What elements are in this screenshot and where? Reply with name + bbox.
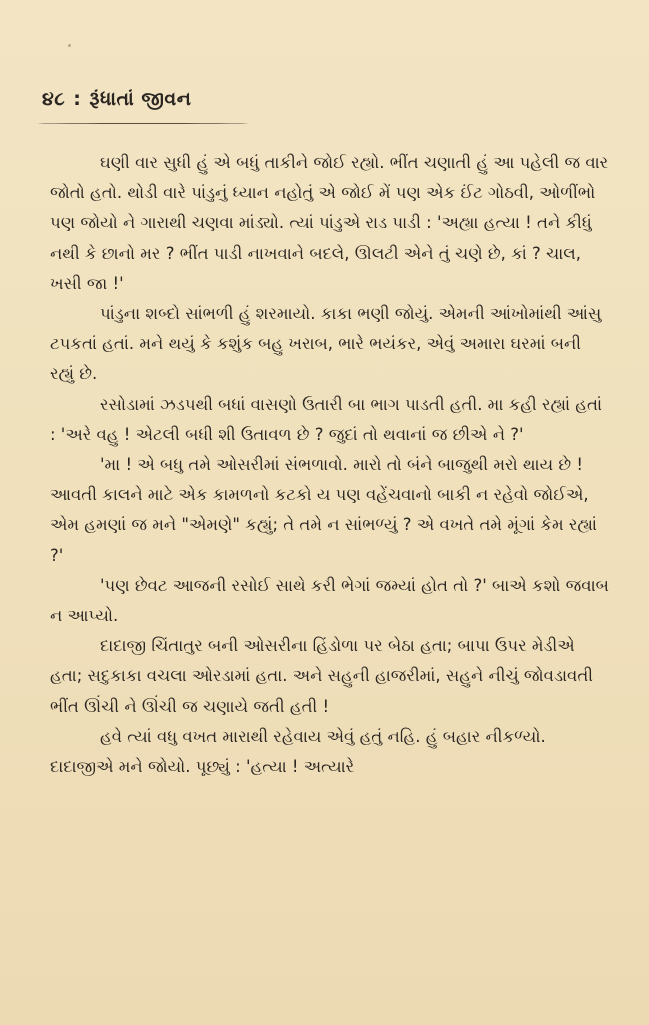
paragraph: પાંડુના શબ્દો સાંભળી હું શરમાયો. કાકા ભણી જોયું. એમની આંખોમાંથી આંસુ ટપકતાં હતાં. મને થયું કે કશુંક બહુ ખરાબ, ભારે ભયંકર, એવું અમારા ઘરમાં બની રહ્યું છે. (50, 304, 602, 384)
book-title: રૂંધાતાં જીવન (89, 88, 192, 110)
header-separator: : (73, 88, 82, 110)
header-underline (38, 123, 248, 124)
paragraph: રસોડામાં ઝડપથી બધાં વાસણો ઉતારી બા ભાગ પાડતી હતી. મા કહી રહ્યાં હતાં : 'અરે વહુ ! એટલી બધી શી ઉતાવળ છે ? જુદાં તો થવાનાં જ છીએ ને ?' (50, 394, 603, 444)
paragraph: 'મા ! એ બધુ તમે ઓસરીમાં સંભળાવો. મારો તો બંને બાજુથી મરો થાય છે ! આવતી કાલને માટે એક કામળનો કટકો ય પણ વહેંચવાનો બાકી ન રહેવો જોઈએ, એમ હમણાં જ મને "એમણે" કહ્યું; તે તમે ન સાંભળ્યું ? એ વખતે તમે મૂંગાં કેમ રહ્યાં ?' (50, 455, 597, 565)
paragraph: ઘણી વાર સુધી હું એ બધું તાકીને જોઈ રહ્યો. ભીંત ચણાતી હું આ પહેલી જ વાર જોતો હતો. થોડી વારે પાંડુનું ધ્યાન નહોતું એ જોઈ મેં પણ એક ઈંટ ગોઠવી, ઓળીંભો પણ જોયો ને ગારાથી ચણવા માંડ્યો. ત્યાં પાંડુએ રાડ પાડી : 'અહ્યા હત્યા ! તને કીધું નથી કે છાનો મર ? ભીંત પાડી નાખવાને બદલે, ઊલટી એને તું ચણે છે, કાં ? ચાલ, ખસી જા !' (50, 153, 609, 293)
paragraph: દાદાજી ચિંતાતુર બની ઓસરીના હિંડોળા પર બેઠા હતા; બાપા ઉપર મેડીએ હતા; સદુકાકા વચલા ઓરડામાં હતા. અને સહુની હાજરીમાં, સહુને નીચું જોવડાવતી ભીંત ઊંચી ને ઊંચી જ ચણાયે જતી હતી ! (50, 636, 593, 716)
page-number: ૪૮ (42, 88, 66, 110)
paragraph: 'પણ છેવટ આજની રસોઈ સાથે કરી ભેગાં જમ્યાં હોત તો ?' બાએ કશો જવાબ ન આપ્યો. (50, 575, 609, 626)
body-text (50, 148, 610, 782)
paper-speck (68, 44, 71, 47)
paragraph: હવે ત્યાં વધુ વખત મારાથી રહેવાય એવું હતું નહિ. હું બહાર નીકળ્યો. દાદાજીએ મને જોયો. પૂછ્યું : 'હત્યા ! અત્યારે (50, 726, 546, 777)
running-header (42, 88, 191, 110)
